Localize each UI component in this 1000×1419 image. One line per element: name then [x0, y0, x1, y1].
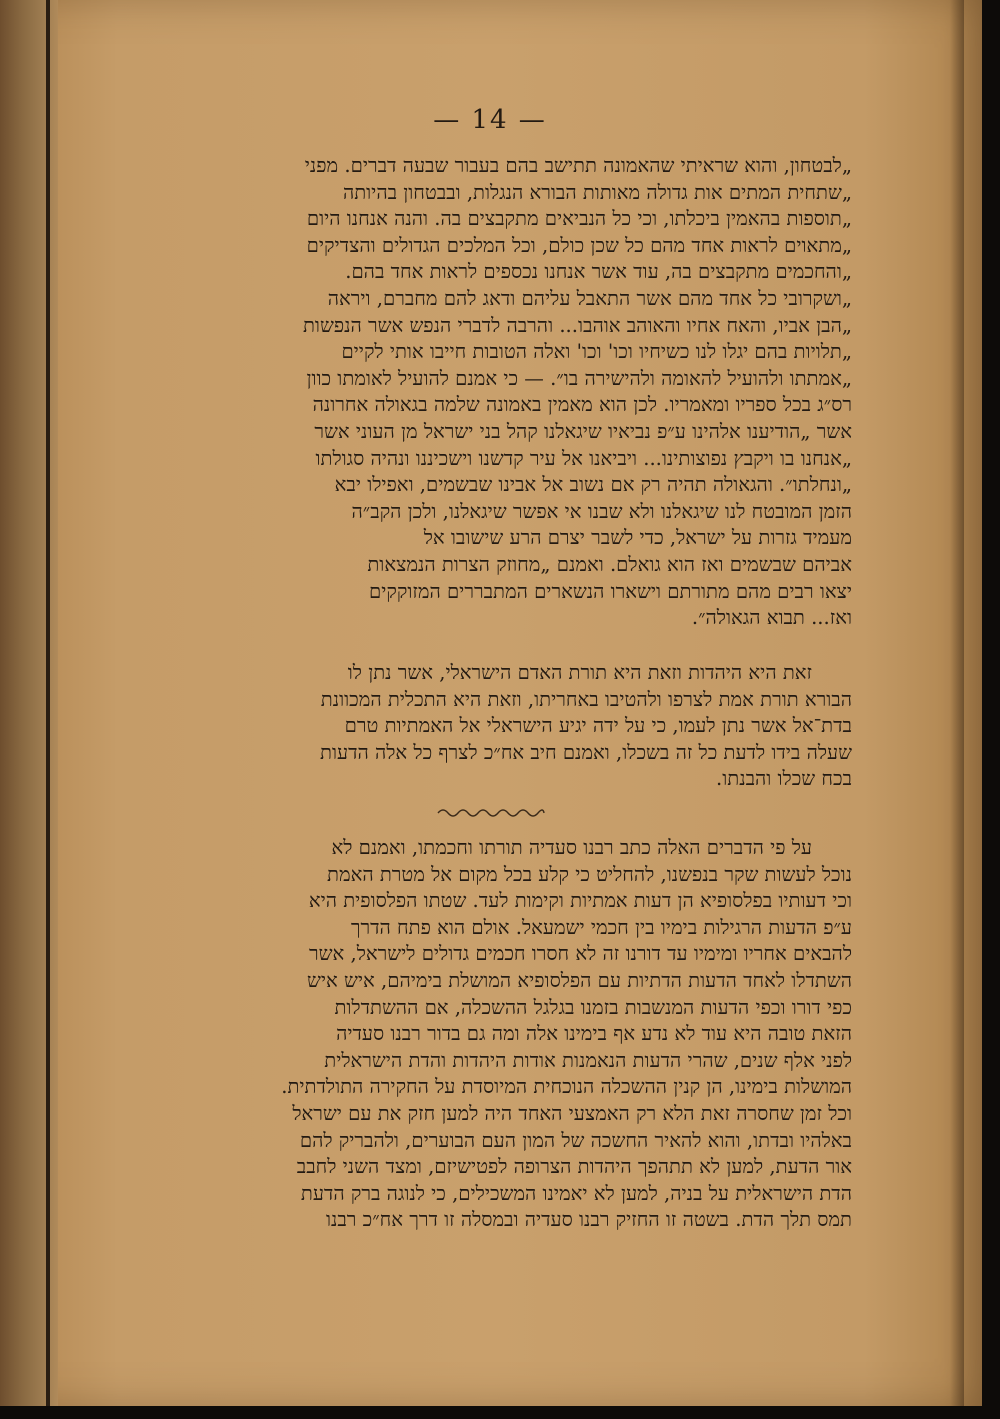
paragraph-1 — [134, 153, 852, 632]
text-line: לפני אלף שנים, שהרי הדעות הנאמנות אודות היהדות והדת הישראלית — [324, 1048, 852, 1072]
text-line: המושלות בימינו, הן קנין ההשכלה הנוכחית המיוסדת על החקירה התולדתית. — [281, 1075, 852, 1099]
text-line: השתדלו לאחד הדעות הדתיות עם הפלסופיא המושלת בימיהם, איש איש — [307, 968, 852, 992]
page-edge — [950, 0, 964, 1406]
text-line: „ונחלתו״. והגאולה תהיה רק אם נשוב אל אבינו שבשמים, ואפילו יבא — [334, 473, 852, 497]
text-line: ע״פ הדעות הרגילות בימיו בין חכמי ישמעאל. אולם הוא פתח הדרך — [350, 915, 852, 939]
text-line: להבאים אחריו ומימיו עד דורנו זה לא חסרו חכמים גדולים לישראל, אשר — [309, 942, 852, 966]
text-line: ואז... תבוא הגאולה״. — [691, 606, 852, 630]
text-line: „אמתתו ולהועיל להאומה ולהישירה בו״. — כי אמנם להועיל לאומתו כוון — [306, 366, 852, 390]
text-line: שעלה בידו לדעת כל זה בשכלו, ואמנם חיב אח״כ לצרף כל אלה הדעות — [320, 740, 852, 764]
text-line: „לבטחון, והוא שראיתי שהאמונה תתישב בהם בעבור שבעה דברים. מפני — [304, 154, 852, 177]
text-line: בדת־אל אשר נתן לעמו, כי על ידה יגיע הישראלי אל האמתיות טרם — [344, 714, 852, 738]
text-line: על פי הדברים האלה כתב רבנו סעדיה תורתו וחכמתו, ואמנם לא — [331, 836, 812, 859]
text-line: אור הדעת, למען לא תתהפך היהדות הצרופה לפטישיזם, ומצד השני לחבב — [296, 1155, 852, 1179]
text-line: „תלויות בהם יגלו לנו כשיחיו וכו' וכו' ואלה הטובות חייבו אותי לקיים — [341, 340, 852, 364]
page-number: — 14 — — [433, 105, 547, 135]
text-line: „ושקרובי כל אחד מהם אשר התאבל עליהם ודאג להם מחברם, ויראה — [327, 286, 852, 310]
text-line: רס״ג בכל ספריו ומאמריו. לכן הוא מאמין באמונה שלמה בגאולה אחרונה — [312, 393, 852, 417]
text-line: „שתחית המתים אות גדולה מאותות הבורא הנגלות, ובבטחון בהיותה — [342, 180, 852, 204]
text-line: „מתאוים לראות אחד מהם כל שכן כולם, וכל המלכים הגדולים והצדיקים — [306, 233, 852, 257]
text-line: תמס תלך הדת. בשטה זו החזיק רבנו סעדיה ובמסלה זו דרך אח״כ רבנו — [325, 1208, 852, 1232]
text-line: זאת היא היהדות וזאת היא תורת האדם הישראלי, אשר נתן לו — [347, 661, 812, 684]
text-line: „אנחנו בו ויקבץ נפוצותינו... ויביאנו אל עיר קדשנו וישכיננו ונהיה סגולתו — [315, 446, 852, 470]
text-line: הזאת טובה היא עוד לא נדע אף בימינו אלה ומה גם בדור רבנו סעדיה — [336, 1022, 852, 1046]
text-line: באלהיו ובדתו, והוא להאיר החשכה של המון העם הבוערים, ולהבריק להם — [299, 1128, 852, 1152]
text-line: הזמן המובטח לנו שיגאלנו ולא שבנו אי אפשר שיגאלנו, ולכן הקב״ה — [351, 499, 852, 523]
paragraph-3 — [134, 835, 852, 1234]
paragraph-2 — [134, 660, 852, 793]
text-line: וכל זמן שחסרה זאת הלא רק האמצעי האחד היה למען חזק את עם ישראל — [292, 1101, 852, 1125]
text-line: „תוספות בהאמין ביכלתו, וכי כל הנביאים מתקבצים בה. והנה אנחנו היום — [306, 207, 852, 231]
text-line: וכי דעותיו בפלסופיא הן דעות אמתיות וקימות לעד. שטתו הפלסופית היא — [308, 889, 852, 913]
text-line: יצאו רבים מהם מתורתם וישארו הנשארים המתבררים המזוקקים — [369, 579, 852, 603]
ornamental-separator — [436, 806, 546, 820]
text-line: מעמיד גזרות על ישראל, כדי לשבר יצרם הרע שישובו אל — [423, 526, 852, 550]
text-line: הבורא תורת אמת לצרפו ולהטיבו באחריתו, וזאת היא התכלית המכוונת — [320, 687, 852, 711]
text-line: „והחכמים מתקבצים בה, עוד אשר אנחנו נכספים לראות אחד בהם. — [345, 260, 852, 284]
text-line: אביהם שבשמים ואז הוא גואלם. ואמנם „מחוזק הצרות הנמצאות — [367, 552, 852, 576]
text-line: כפי דורו וכפי הדעות המנשבות בזמנו בגלגל ההשכלה, אם ההשתדלות — [334, 995, 852, 1019]
text-line: הדת הישראלית על בניה, למען לא יאמינו המשכילים, כי לנוגה ברק הדעת — [300, 1181, 852, 1205]
gutter-line — [46, 0, 50, 1406]
text-line: נוכל לעשות שקר בנפשנו, להחליט כי קלע בכל מקום אל מטרת האמת — [327, 862, 852, 886]
text-line: אשר „הודיענו אלהינו ע״פ נביאיו שיגאלנו קהל בני ישראל מן העוני אשר — [314, 419, 852, 443]
text-line: בכח שכלו והבנתו. — [716, 767, 852, 791]
text-line: „הבן אביו, והאח אחיו והאוהב אוהבו... והרבה לדברי הנפש אשר הנפשות — [302, 313, 852, 337]
